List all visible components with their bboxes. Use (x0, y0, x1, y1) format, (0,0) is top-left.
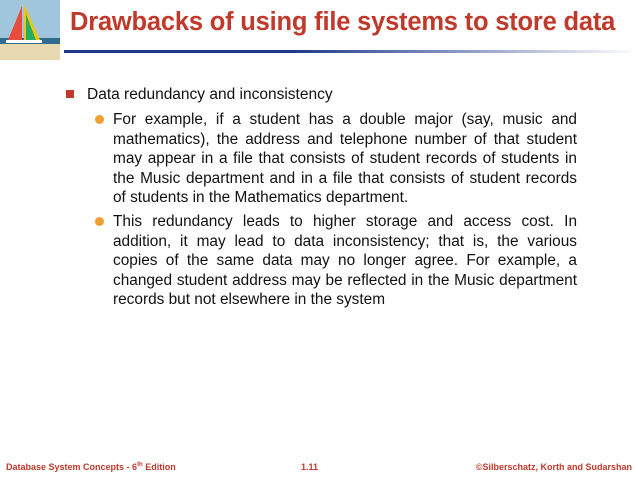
sub-bullet (95, 110, 577, 208)
slide-title: Drawbacks of using file systems to store data (70, 8, 616, 36)
title-divider (64, 50, 638, 53)
footer-copyright: ©Silberschatz, Korth and Sudarshan (475, 462, 632, 472)
sub-bullet-text: For example, if a student has a double major (say, music and mathematics), the address and telephone number of that student may appear in a file that consists of student records of students in the Music department and in a file that consists of student records of students in the Mathematics department. (113, 111, 577, 207)
round-bullet-icon (95, 115, 104, 124)
sailboat-logo-icon (0, 0, 60, 60)
footer-slide-number: 1.11 (301, 462, 319, 472)
round-bullet-icon (95, 217, 104, 226)
level1-text: Data redundancy and inconsistency (87, 86, 333, 103)
footer-book-title: Database System Concepts - 6th Edition (6, 462, 176, 472)
sub-bullet (95, 212, 577, 310)
square-bullet-icon (66, 90, 74, 98)
sub-bullet-text: This redundancy leads to higher storage and access cost. In addition, it may lead to data inconsistency; that is, the various copies of the same data may no longer agree. For example, a changed student address may be reflected in the Music department records but not elsewhere in the system (113, 213, 577, 309)
